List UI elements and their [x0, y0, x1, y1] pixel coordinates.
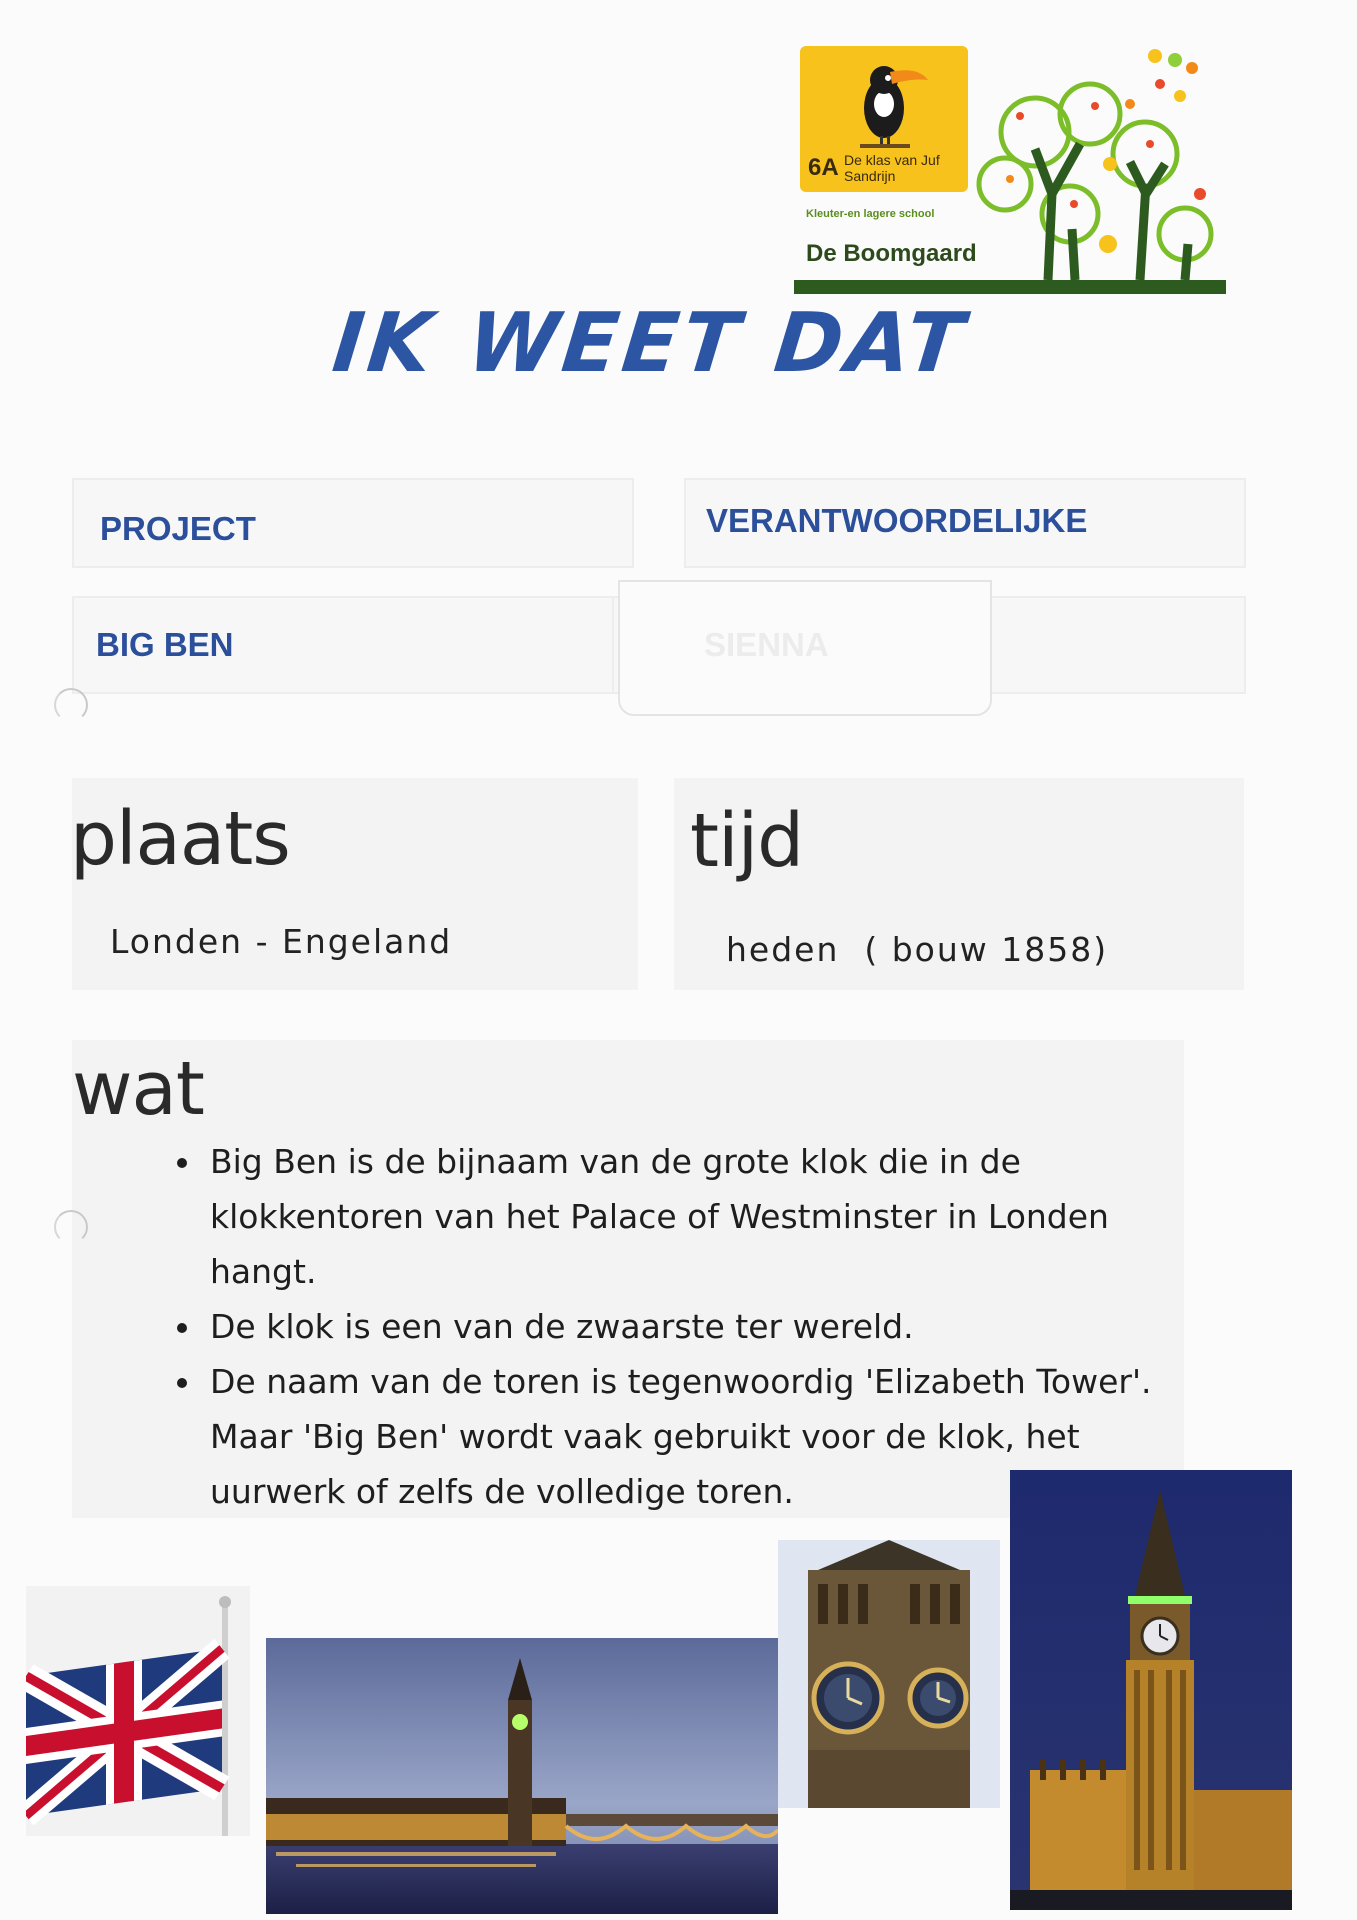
logo-school-type: Kleuter-en lagere school [806, 208, 935, 220]
plaats-text: Londen - Engeland [110, 922, 453, 961]
wat-bullet-list [160, 1134, 1164, 1519]
list-item: • De naam van de toren is tegenwoordig 'Elizabeth Tower'. Maar 'Big Ben' wordt vaak gebruikt voor de klok, het uurwerk of zelfs de volledige toren. [204, 1354, 1164, 1519]
page-title: IK WEET DAT [328, 296, 972, 391]
list-item: • De klok is een van de zwaarste ter wereld. [204, 1299, 1164, 1354]
project-label: PROJECT [100, 510, 256, 547]
school-logo [790, 44, 1230, 296]
tijd-heading: tijd [690, 798, 804, 884]
big-ben-clock-faces [778, 1540, 1000, 1808]
punch-hole-top [54, 688, 88, 722]
responsible-value: SIENNA [704, 626, 829, 663]
logo-class-name: De klas van Juf Sandrijn [844, 152, 940, 184]
logo-class-code: 6A [808, 154, 839, 181]
punch-hole-bottom [54, 1210, 88, 1244]
responsible-label: VERANTWOORDELIJKE [706, 502, 1088, 539]
big-ben-tower-night [1010, 1470, 1292, 1910]
union-jack-flag [26, 1586, 250, 1836]
plaats-heading: plaats [70, 796, 290, 882]
tijd-text: heden ( bouw 1858) [726, 930, 1109, 969]
logo-ground-bar [794, 280, 1226, 294]
wat-heading: wat [72, 1046, 204, 1132]
project-value: BIG BEN [96, 626, 234, 663]
logo-school-name: De Boomgaard [806, 240, 977, 267]
list-item: • Big Ben is de bijnaam van de grote klok die in de klokkentoren van het Palace of Westminster in Londen hangt. [204, 1134, 1164, 1299]
westminster-night-panorama [266, 1638, 778, 1914]
orchard-trees-icon [790, 44, 1230, 296]
